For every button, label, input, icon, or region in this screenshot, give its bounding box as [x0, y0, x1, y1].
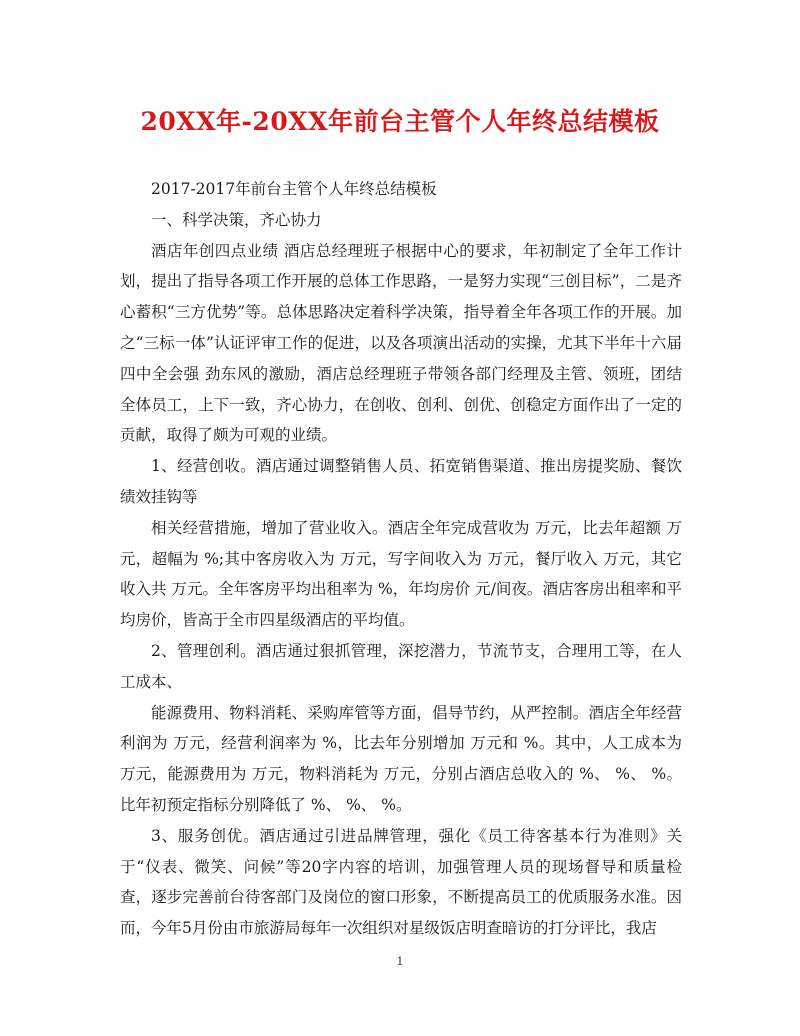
paragraph: 1、经营创收。酒店通过调整销售人员、拓宽销售渠道、推出房提奖励、餐饮绩效挂钩等: [120, 457, 682, 506]
paragraph-subtitle: 2017-2017年前台主管个人年终总结模板: [151, 180, 437, 198]
paragraph: 相关经营措施，增加了营业收入。酒店全年完成营收为 万元，比去年超额 万元，超幅为 %;其中客房收入为 万元，写字间收入为 万元，餐厅收入 万元，其它收入共 万元。全年客房平均出租率为 %，年均房价 元/间夜。酒店客房出租率和平均房价，皆高于全市四星级酒店的平均值。: [120, 518, 682, 630]
paragraph: 2、管理创利。酒店通过狠抓管理，深挖潜力，节流节支，合理用工等，在人工成本、: [120, 641, 682, 691]
page-number: 1: [396, 955, 404, 968]
document-title: 20XX年-20XX年前台主管个人年终总结模板: [140, 107, 660, 136]
paragraph: 3、服务创优。酒店通过引进品牌管理，强化《员工待客基本行为准则》关于“仪表、微笑、问候”等20字内容的培训，加强管理人员的现场督导和质量检查，逐步完善前台待客部门及岗位的窗口形象，不断提高员工的优质服务水准。因而，今年5月份由市旅游局每年一次组织对星级饭店明查暗访的打分评比，我店: [120, 826, 682, 938]
paragraph-heading-1: 一、科学决策，齐心协力: [151, 210, 322, 229]
paragraph: 酒店年创四点业绩 酒店总经理班子根据中心的要求，年初制定了全年工作计划，提出了指导各项工作开展的总体工作思路，一是努力实现“三创目标”，二是齐心蓄积“三方优势”等。总体思路决定着科学决策，指导着全年各项工作的开展。加之“三标一体”认证评审工作的促进，以及各项演出活动的实操，尤其下半年十六届四中全会强 劲东风的激励，酒店总经理班子带领各部门经理及主管、领班，团结全体员工，上下一致，齐心协力，在创收、创利、创优、创稳定方面作出了一定的贡献，取得了颇为可观的业绩。: [120, 241, 682, 445]
paragraph: 能源费用、物料消耗、采购库管等方面，倡导节约，从严控制。酒店全年经营利润为 万元，经营利润率为 %，比去年分别增加 万元和 %。其中，人工成本为 万元，能源费用为 万元，物料消耗为 万元，分别占酒店总收入的 %、 %、 %。比年初预定指标分别降低了 %、 %、 %。: [120, 703, 682, 814]
document-body: [120, 174, 682, 944]
